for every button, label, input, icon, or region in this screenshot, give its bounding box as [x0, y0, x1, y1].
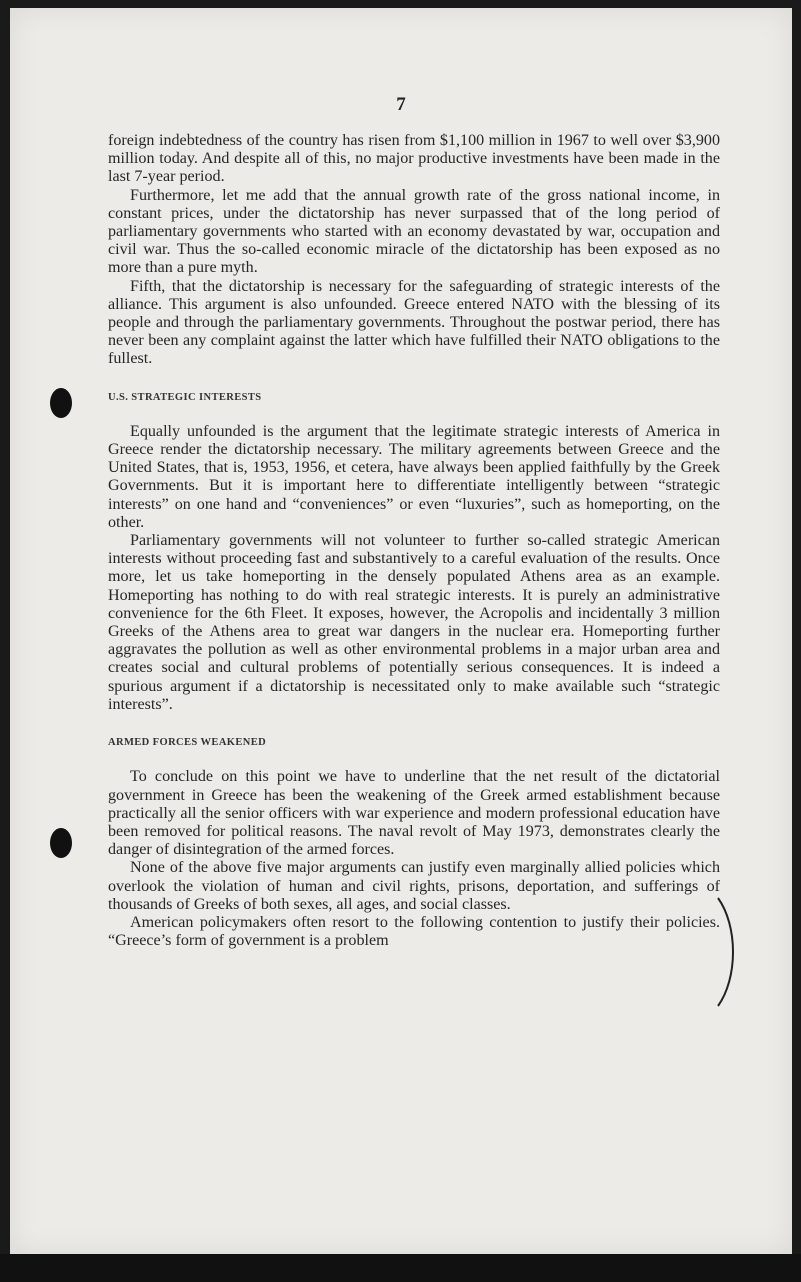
- paragraph: Equally unfounded is the argument that the legitimate strategic interests of America in Greece render the dictatorship necessary. The military agreements between Greece and the United States, that is, 1953, 1956, et cetera, have always been applied faithfully by the Greek Governments. But it is important here to differentiate intelligently between “strategic interests” on one hand and “conveniences” or even “luxuries”, such as homeporting, on the other.: [108, 422, 720, 531]
- paragraph: foreign indebtedness of the country has risen from $1,100 million in 1967 to well over $3,900 million today. And despite all of this, no major productive investments have been made in the last 7-year period.: [108, 132, 720, 186]
- paragraph: Furthermore, let me add that the annual growth rate of the gross national income, in constant prices, under the dictatorship has never surpassed that of the long period of parliamentary governments who started with an economy devastated by war, occupation and civil war. Thus the so-called economic miracle of the dictatorship has been exposed as no more than a pure myth.: [108, 186, 720, 277]
- section-heading: U.S. STRATEGIC INTERESTS: [108, 391, 262, 403]
- document-page: [10, 8, 792, 1254]
- paragraph: Parliamentary governments will not volunteer to further so-called strategic American interests without proceeding fast and substantively to a careful evaluation of the results. Once more, let us take homeporting in the densely populated Athens area as an example. Homeporting has nothing to do with real strategic interests. It is purely an administrative convenience for the 6th Fleet. It exposes, however, the Acropolis and incidentally 3 million Greeks of the Athens area to great war dangers in the nuclear era. Homeporting further aggravates the pollution as well as other environmental problems in a major urban area and creates social and cultural problems of potentially serious consequences. It is indeed a spurious argument if a dictatorship is necessitated only to make available such “strategic interests”.: [108, 532, 720, 713]
- section-heading: ARMED FORCES WEAKENED: [108, 737, 267, 749]
- scan-border: [0, 1254, 801, 1282]
- paragraph: None of the above five major arguments can justify even marginally allied policies which overlook the violation of human and civil rights, prisons, deportation, and sufferings of thousands of Greeks of both sexes, all ages, and social classes.: [108, 859, 720, 913]
- paragraph: To conclude on this point we have to underline that the net result of the dictatorial government in Greece has been the weakening of the Greek armed establishment because practically all the senior officers with war experience and modern professional education have been removed for political reasons. The naval revolt of May 1973, demonstrates clearly the danger of disintegration of the armed forces.: [108, 768, 720, 859]
- punch-hole-bottom: [50, 828, 72, 858]
- paragraph: Fifth, that the dictatorship is necessary for the safeguarding of strategic interests of the alliance. This argument is also unfounded. Greece entered NATO with the blessing of its people and through the parliamentary governments. Throughout the postwar period, there has never been any complaint against the latter which have fulfilled their NATO obligations to the fullest.: [108, 277, 720, 368]
- paragraph: American policymakers often resort to the following contention to justify their policies. “Greece’s form of government is a problem: [108, 913, 720, 950]
- page-number: 7: [396, 94, 406, 115]
- body-text: [108, 132, 720, 950]
- margin-bracket-mark: [716, 896, 740, 1008]
- punch-hole-top: [50, 388, 72, 418]
